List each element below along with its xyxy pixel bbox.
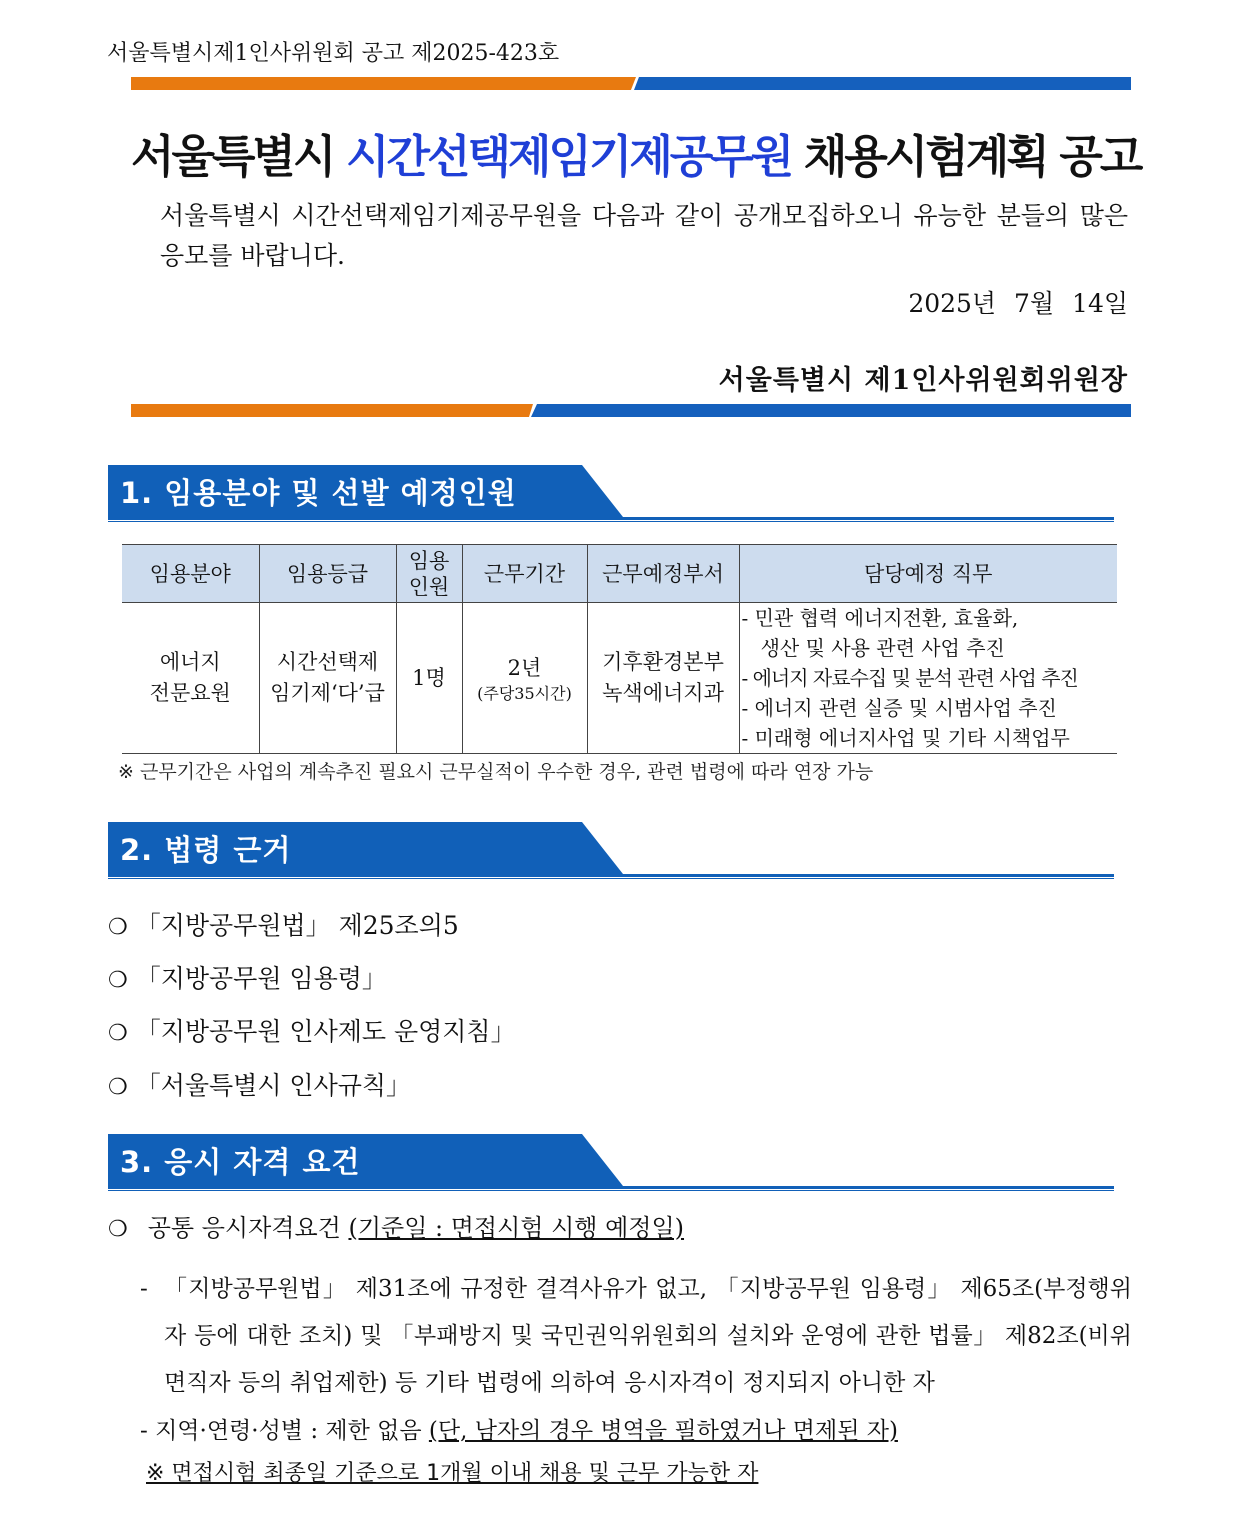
law-item xyxy=(108,1012,516,1048)
cell-period xyxy=(462,603,587,754)
th-dept: 근무예정부서 xyxy=(587,545,739,603)
page-title xyxy=(131,120,1141,185)
region-age-gender xyxy=(140,1412,898,1445)
qualification-heading-text: 공통 응시자격요건 xyxy=(147,1214,349,1242)
th-grade: 임용등급 xyxy=(259,545,396,603)
law-text: 「지방공무원 인사제도 운영지침」 xyxy=(135,1017,516,1046)
circle-bullet-icon: ❍ xyxy=(108,1021,128,1046)
section-2-title: 2. 법령 근거 xyxy=(120,833,292,867)
law-text: 「서울특별시 인사규칙」 xyxy=(135,1071,412,1100)
cell-count: 1명 xyxy=(396,603,462,754)
section-3-header xyxy=(108,1134,1114,1192)
duty-item: - 미래형 에너지사업 및 기타 시책업무 xyxy=(741,726,1070,750)
cell-duties xyxy=(739,603,1117,754)
th-period: 근무기간 xyxy=(462,545,587,603)
cell-field xyxy=(122,603,259,754)
law-item xyxy=(108,959,387,995)
qualification-heading xyxy=(108,1208,684,1243)
notice-date: 2025년 7월 14일 xyxy=(908,289,1128,318)
duty-item: - 에너지 자료수집 및 분석 관련 사업 추진 xyxy=(741,666,1078,690)
intro-text: 서울특별시 시간선택제임기제공무원을 다음과 같이 공개모집하오니 유능한 분들의 많은 응모를 바랍니다. xyxy=(160,201,1128,270)
notice-number: 서울특별시제1인사위원회 공고 제2025-423호 xyxy=(107,41,560,66)
qualification-basis-date: (기준일 : 면접시험 시행 예정일) xyxy=(348,1214,685,1242)
duty-item: - 에너지 관련 실증 및 시범사업 추진 xyxy=(741,696,1057,720)
disqualification-paragraph xyxy=(140,1266,1132,1407)
cell-grade xyxy=(259,603,396,754)
law-text: 「지방공무원 임용령」 xyxy=(135,964,387,993)
header-top-bar xyxy=(131,77,1131,90)
duty-item: - 민관 협력 에너지전환, 효율화, xyxy=(741,606,1019,630)
section-1-title: 1. 임용분야 및 선발 예정인원 xyxy=(120,476,517,510)
circle-bullet-icon: ❍ xyxy=(108,968,128,993)
region-condition: (단, 남자의 경우 병역을 필하였거나 면제된 자) xyxy=(428,1418,898,1444)
th-count-label: 임용 인원 xyxy=(408,548,450,599)
title-highlight: 시간선택제임기제공무원 xyxy=(346,130,792,183)
title-part2: 채용시험계획 공고 xyxy=(791,130,1141,183)
recruit-table xyxy=(122,544,1117,754)
duty-item: 생산 및 사용 관련 사업 추진 xyxy=(741,636,1005,660)
circle-bullet-icon: ❍ xyxy=(108,1075,128,1100)
dash-marker: - xyxy=(140,1276,148,1302)
table-note: ※ 근무기간은 사업의 계속추진 필요시 근무실적이 우수한 경우, 관련 법령에 따라 연장 가능 xyxy=(118,761,874,783)
disqualification-text: 「지방공무원법」 제31조에 규정한 결격사유가 없고, 「지방공무원 임용령」 제65조(부정행위자 등에 대한 조치) 및 「부패방지 및 국민권익위원회의 설치와 운영에 관한 법률」 제82조(비위면직자 등의 취업제한) 등 기타 법령에 의하여 응시자격이 정지되지 아니한 자 xyxy=(164,1276,1132,1396)
law-item xyxy=(108,1066,411,1102)
period-note: (주당35시간) xyxy=(477,683,572,703)
period-text: 2년 xyxy=(507,655,542,680)
signer: 서울특별시 제1인사위원회위원장 xyxy=(718,365,1128,396)
cell-dept xyxy=(587,603,739,754)
law-item xyxy=(108,906,459,942)
table-row xyxy=(122,603,1117,754)
th-field: 임용분야 xyxy=(122,545,259,603)
circle-bullet-icon: ❍ xyxy=(108,915,128,940)
th-duties: 담당예정 직무 xyxy=(739,545,1117,603)
region-text: - 지역·연령·성별 : 제한 없음 xyxy=(140,1418,429,1444)
section-2-header xyxy=(108,822,1114,880)
law-text: 「지방공무원법」 제25조의5 xyxy=(135,911,459,940)
circle-bullet-icon: ❍ xyxy=(108,1217,128,1242)
table-header-row xyxy=(122,545,1117,603)
th-count xyxy=(396,545,462,603)
header-bottom-bar xyxy=(131,404,1131,417)
section-3-title: 3. 응시 자격 요건 xyxy=(120,1145,361,1179)
grade-text: 시간선택제 임기제‘다’급 xyxy=(270,650,385,705)
employment-note: ※ 면접시험 최종일 기준으로 1개월 이내 채용 및 근무 가능한 자 xyxy=(146,1461,759,1486)
dept-text: 기후환경본부 녹색에너지과 xyxy=(602,650,724,705)
field-text: 에너지 전문요원 xyxy=(149,650,231,705)
title-part1: 서울특별시 xyxy=(131,130,347,183)
section-1-header xyxy=(108,465,1114,523)
